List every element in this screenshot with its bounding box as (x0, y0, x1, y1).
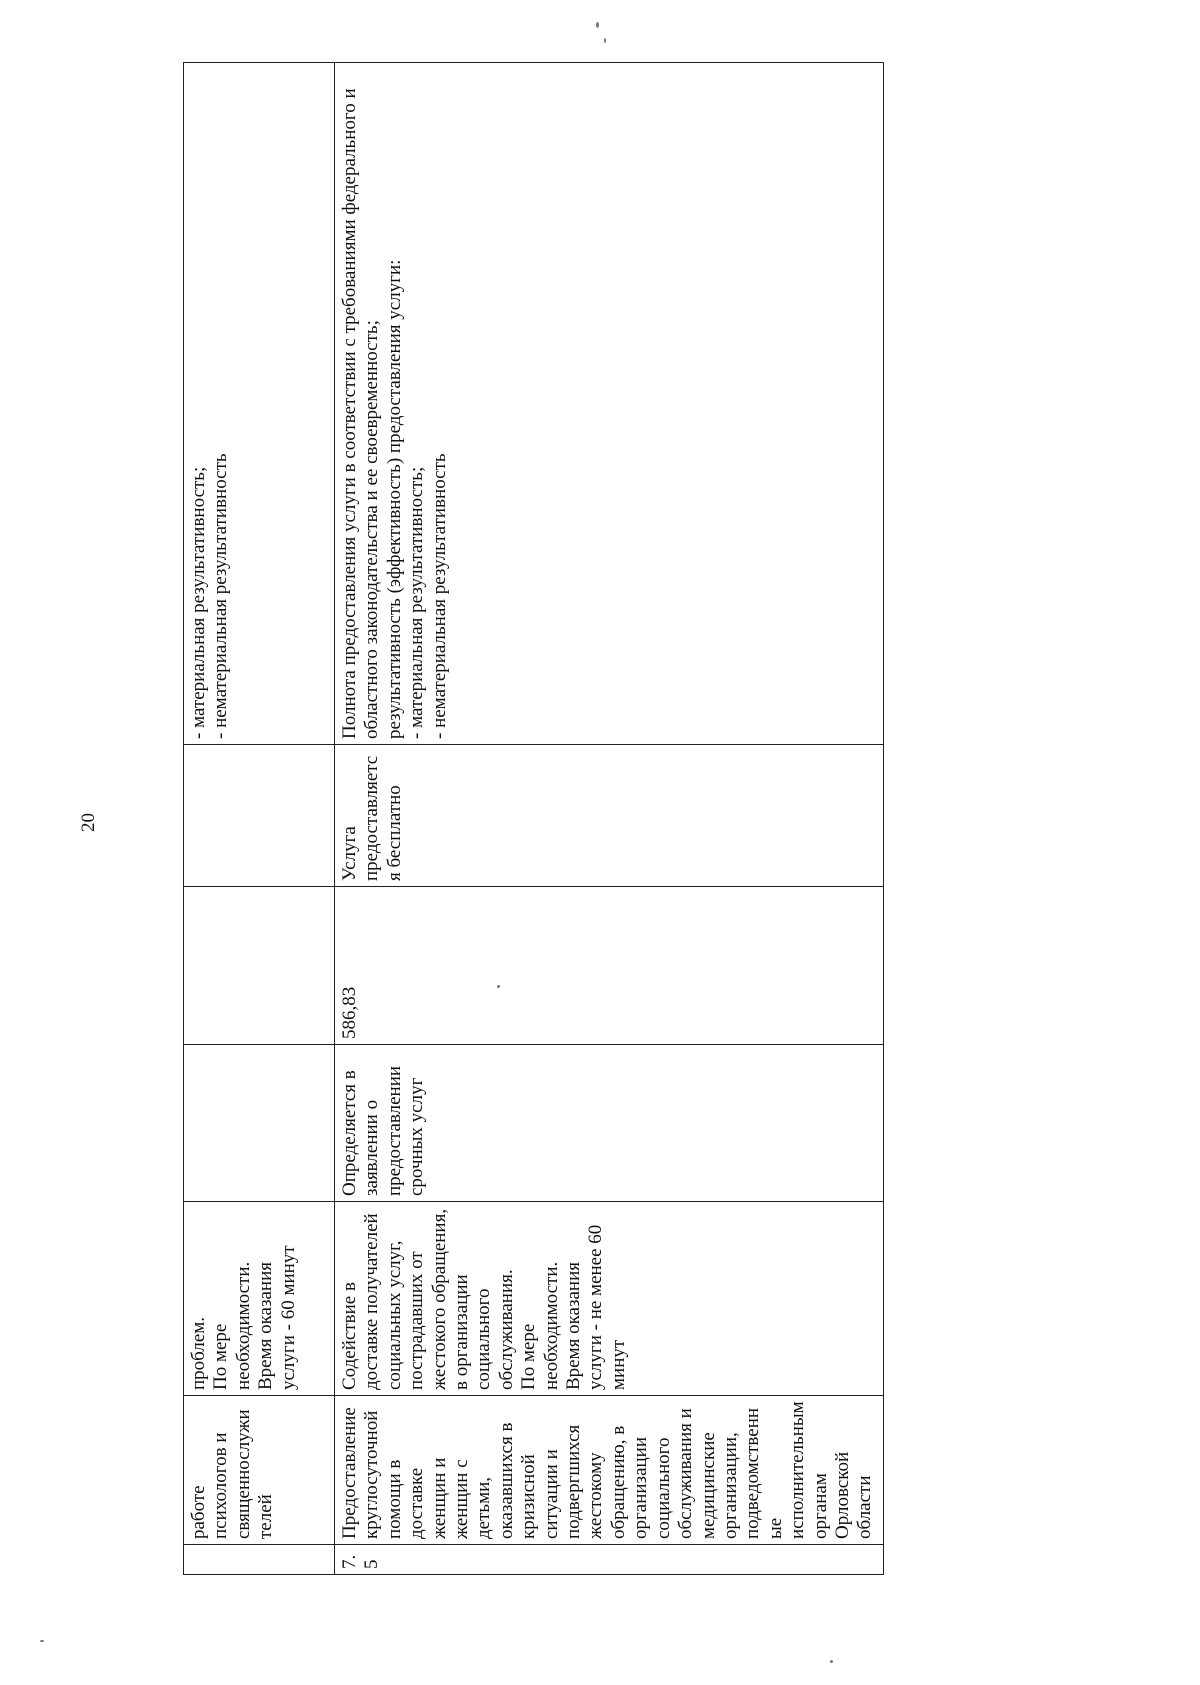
scan-speck (830, 1660, 833, 1663)
cell-term: Определяется в заявлении о предоставлении срочных услуг (335, 1045, 884, 1202)
table-row (184, 63, 335, 1575)
cell-term (184, 1045, 335, 1202)
services-table-wrapper (183, 63, 884, 1575)
cell-service-name: Предоставление круглосуточной помощи в доставке женщин и женщин с детьми, оказавшихся в кризисной ситуации и подвергшихся жестокому обращению, в организации социального обслуживания и медицинские организации, подведомственные исполнительным органам Орловской области (335, 1396, 884, 1545)
cell-number: 7.5 (335, 1545, 884, 1575)
scan-speck (604, 38, 606, 43)
table-row (335, 63, 884, 1575)
scan-speck (497, 985, 500, 988)
cell-number (184, 1545, 335, 1575)
page-number: 20 (78, 813, 99, 832)
cell-quality: - материальная результативность; - нематериальная результативность (184, 63, 335, 745)
cell-service-name: работе психологов и священнослужителей (184, 1396, 335, 1545)
scan-speck (40, 1640, 44, 1642)
cell-description: проблем. По мере необходимости. Время оказания услуги - 60 минут (184, 1202, 335, 1396)
services-table (183, 62, 884, 1575)
cell-quality: Полнота предоставления услуги в соответствии с требованиями федерального и областного законодательства и ее своевременность; результативность (эффективность) предоставления услуги: - материальная результативность; - нематериальная результативность (335, 63, 884, 745)
cell-payment (184, 745, 335, 887)
scan-speck (596, 22, 599, 28)
cell-payment: Услуга предоставляется бесплатно (335, 745, 884, 887)
cell-cost: 586,83 (335, 887, 884, 1045)
cell-description: Содействие в доставке получателей социальных услуг, пострадавших от жестокого обращения, в организации социального обслуживания. По мере необходимости. Время оказания услуги - не менее 60 минут (335, 1202, 884, 1396)
cell-cost (184, 887, 335, 1045)
